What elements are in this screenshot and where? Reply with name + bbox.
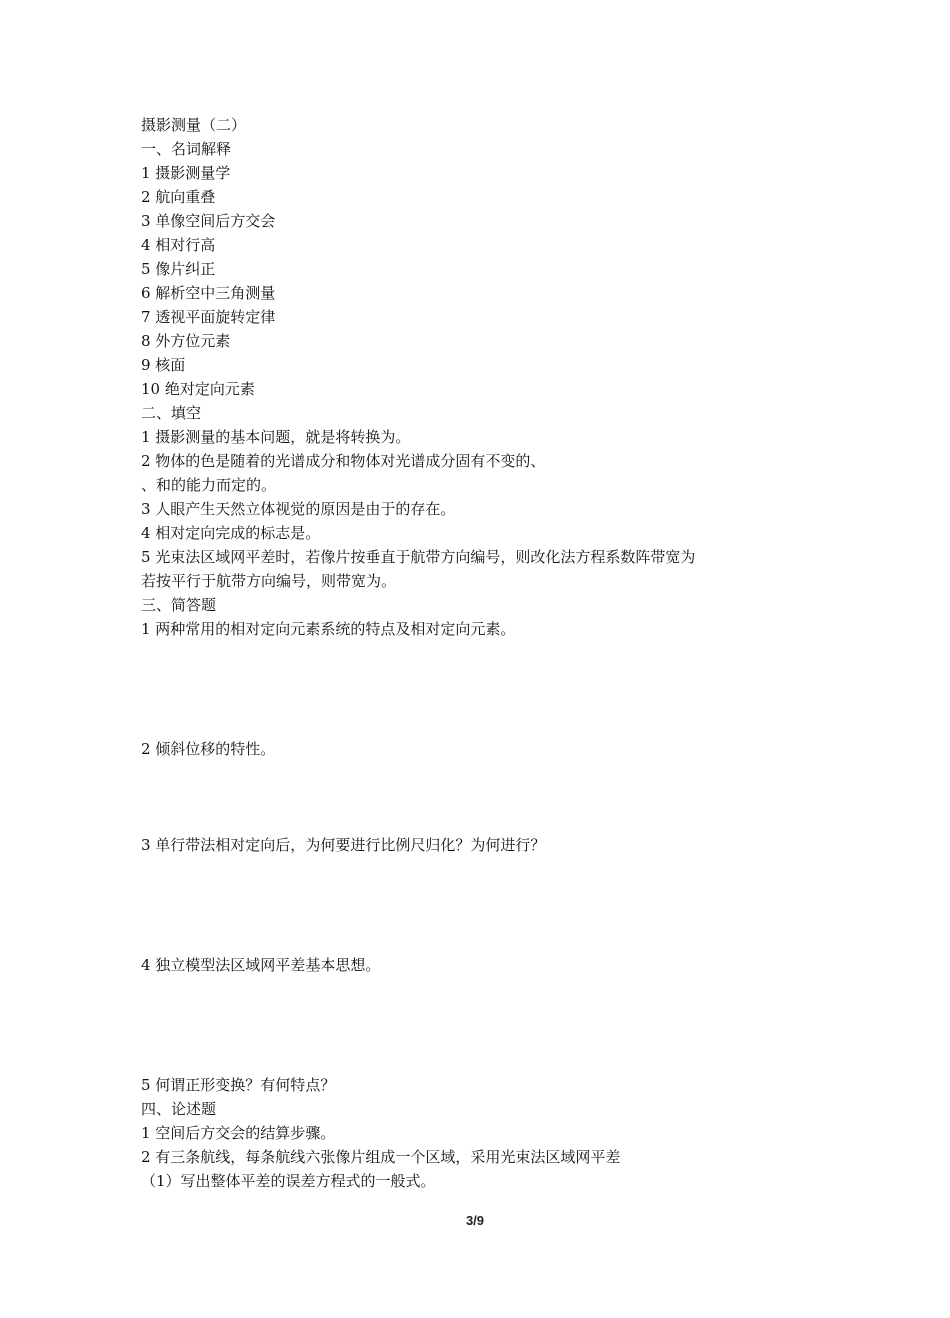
section-heading-fill-in: 二、填空 xyxy=(141,404,202,422)
term-item: 1 摄影测量学 xyxy=(141,164,231,182)
essay-item: （1）写出整体平差的误差方程式的一般式。 xyxy=(141,1172,436,1190)
term-item: 4 相对行高 xyxy=(141,236,216,254)
fill-in-item: 4 相对定向完成的标志是。 xyxy=(141,524,321,542)
fill-in-item: 5 光束法区域网平差时，若像片按垂直于航带方向编号，则改化法方程系数阵带宽为 xyxy=(141,548,696,566)
document-title: 摄影测量（二） xyxy=(141,116,247,134)
document-body xyxy=(141,113,781,1193)
fill-in-item: 3 人眼产生天然立体视觉的原因是由于的存在。 xyxy=(141,500,456,518)
section-heading-terms: 一、名词解释 xyxy=(141,140,232,158)
short-answer-item: 3 单行带法相对定向后，为何要进行比例尺归化？为何进行？ xyxy=(141,836,546,854)
short-answer-item: 5 何谓正形变换？有何特点？ xyxy=(141,1076,336,1094)
fill-in-item: 若按平行于航带方向编号，则带宽为。 xyxy=(141,572,397,590)
term-item: 6 解析空中三角测量 xyxy=(141,284,276,302)
section-heading-essay: 四、论述题 xyxy=(141,1100,217,1118)
fill-in-item: 、和的能力而定的。 xyxy=(141,476,277,494)
term-item: 7 透视平面旋转定律 xyxy=(141,308,276,326)
term-item: 2 航向重叠 xyxy=(141,188,216,206)
term-item: 5 像片纠正 xyxy=(141,260,216,278)
answer-space xyxy=(141,857,781,953)
section-heading-short-answer: 三、简答题 xyxy=(141,596,217,614)
term-item: 3 单像空间后方交会 xyxy=(141,212,276,230)
term-item: 9 核面 xyxy=(141,356,186,374)
fill-in-item: 1 摄影测量的基本问题，就是将转换为。 xyxy=(141,428,411,446)
page-number: 3/9 xyxy=(465,1213,485,1228)
short-answer-item: 1 两种常用的相对定向元素系统的特点及相对定向元素。 xyxy=(141,620,516,638)
term-item: 10 绝对定向元素 xyxy=(141,380,255,398)
answer-space xyxy=(141,977,781,1073)
term-item: 8 外方位元素 xyxy=(141,332,231,350)
essay-item: 2 有三条航线，每条航线六张像片组成一个区域，采用光束法区域网平差 xyxy=(141,1148,621,1166)
short-answer-item: 2 倾斜位移的特性。 xyxy=(141,740,276,758)
essay-item: 1 空间后方交会的结算步骤。 xyxy=(141,1124,336,1142)
answer-space xyxy=(141,641,781,737)
answer-space xyxy=(141,761,781,833)
short-answer-item: 4 独立模型法区域网平差基本思想。 xyxy=(141,956,381,974)
fill-in-item: 2 物体的色是随着的光谱成分和物体对光谱成分固有不变的、 xyxy=(141,452,546,470)
